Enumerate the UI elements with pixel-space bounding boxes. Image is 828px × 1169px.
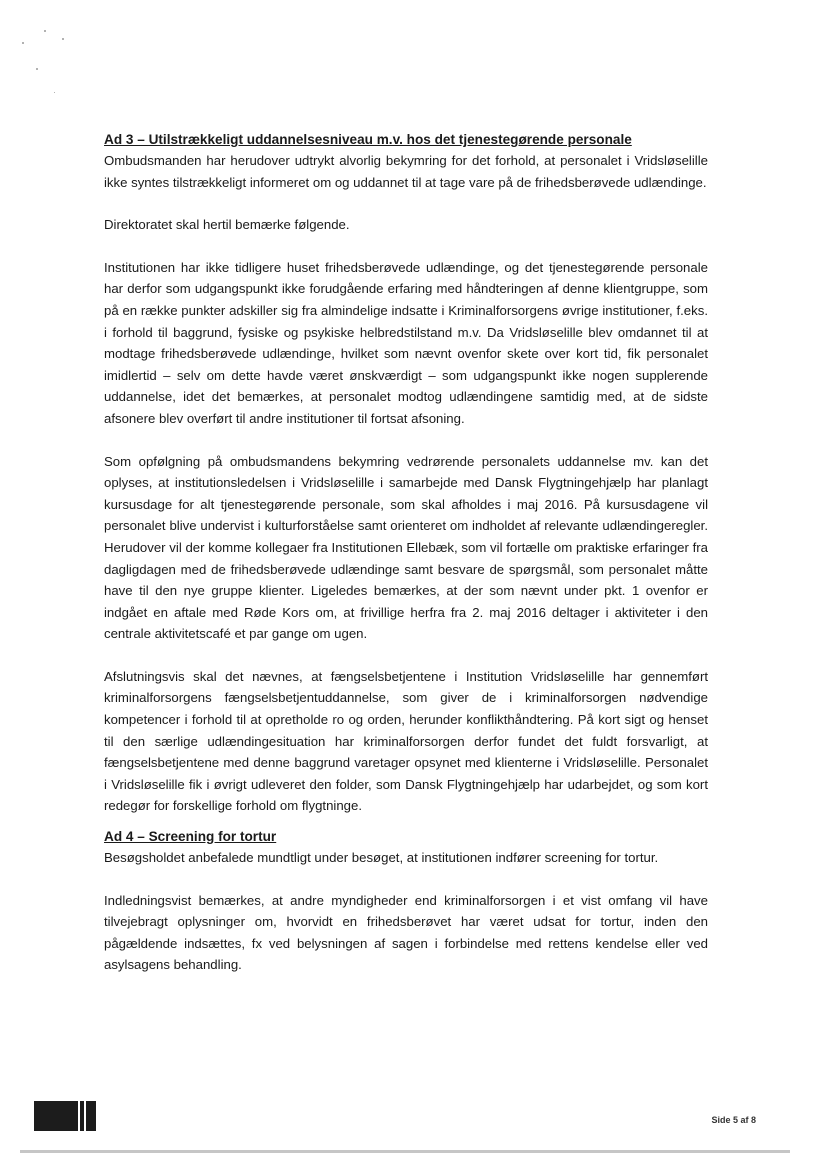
paragraph: Som opfølgning på ombudsmandens bekymring vedrørende personalets uddannelse mv. kan det oplyses, at institutionsledelsen i Vridsløselille i samarbejde med Dansk Flygtningehjælp har planlagt kursusdage for alt tjenestegørende personale, som skal afholdes i maj 2016. På kursusdagene vil personalet blive undervist i kulturforståelse samt orienteret om indholdet af relevante udlændingeregler. Herudover vil der komme kollegaer fra Institutionen Ellebæk, som vil fortælle om praktiske erfaringer fra dagligdagen med de frihedsberøvede udlændinge samt besvare de spørgsmål, som personalet måtte have til den nye gruppe klienter. Ligeledes bemærkes, at der som nævnt under pkt. 1 ovenfor er indgået en aftale med Røde Kors om, at frivillige herfra fra 2. maj 2016 deltager i aktiviteter i den centrale aktivitetscafé et par gange om ugen.: [104, 453, 708, 642]
scan-speck: [22, 42, 24, 44]
scan-speck: [54, 92, 55, 93]
footer-logo-divider: [78, 1101, 80, 1131]
section-heading-ad3: Ad 3 – Utilstrækkeligt uddannelsesniveau m.v. hos det tjenestegørende personale: [104, 132, 632, 147]
paragraph: Institutionen har ikke tidligere huset frihedsberøvede udlændinge, og det tjenestegørende personale har derfor som udgangspunkt ikke forudgående erfaring med håndteringen af denne klientgruppe, som på en række punkter adskiller sig fra almindelige indsatte i Kriminalforsorgens øvrige institutioner, f.eks. i forhold til baggrund, fysiske og psykiske helbredstilstand m.v. Da Vridsløselille blev omdannet til at modtage frihedsberøvede udlændinge, hvilket som nævnt ovenfor skete over kort tid, fik personalet imidlertid – selv om dette havde været ønskværdigt – som udgangspunkt ikke nogen supplerende uddannelse, idet det bemærkes, at personalet modtog udlændingene samtidig med, at de sidste afsonere blev overført til andre institutioner til fortsat afsoning.: [104, 259, 708, 426]
paragraph: Besøgsholdet anbefalede mundtligt under besøget, at institutionen indfører screening for tortur.: [104, 850, 659, 866]
section-heading-ad4: Ad 4 – Screening for tortur: [104, 829, 277, 845]
paragraph: Ombudsmanden har herudover udtrykt alvorlig bekymring for det forhold, at personalet i Vridsløselille ikke syntes tilstrækkeligt informeret om og uddannet til at tage vare på de frihedsberøvede udlændinge.: [104, 153, 708, 190]
paragraph: Direktoratet skal hertil bemærke følgende.: [104, 217, 350, 233]
scan-speck: [62, 38, 64, 40]
footer-logo-block: [34, 1101, 84, 1131]
paragraph: Afslutningsvis skal det nævnes, at fængselsbetjentene i Institution Vridsløselille har gennemført kriminalforsorgens fængselsbetjentuddannelse, som giver de i kriminalforsorgen nødvendige kompetencer i forhold til at opretholde ro og orden, herunder konflikthåndtering. På kort sigt og henset til den særlige udlændingesituation har kriminalforsorgen derfor fundet det fuldt forsvarligt, at fængselsbetjentene med denne baggrund varetager opsynet med klienterne i Vridsløselille. Personalet i Vridsløselille fik i øvrigt udleveret den folder, som Dansk Flygtningehjælp har udarbejdet, og som kort redegør for forskellige forhold om flygtninge.: [104, 668, 708, 814]
page-number: Side 5 af 8: [711, 1115, 756, 1125]
scan-speck: [36, 68, 38, 70]
letter-body: [104, 130, 708, 976]
scan-speck: [44, 30, 46, 32]
scan-edge-line: [20, 1150, 790, 1153]
paragraph: Indledningsvist bemærkes, at andre myndigheder end kriminalforsorgen i et vist omfang vil have tilvejebragt oplysninger om, hvorvidt en frihedsberøvet har været udsat for tortur, inden den pågældende indsættes, fx ved belysningen af sagen i forbindelse med rettens kendelse eller ved asylsagens behandling.: [104, 892, 708, 973]
footer-logo-bar: [86, 1101, 96, 1131]
